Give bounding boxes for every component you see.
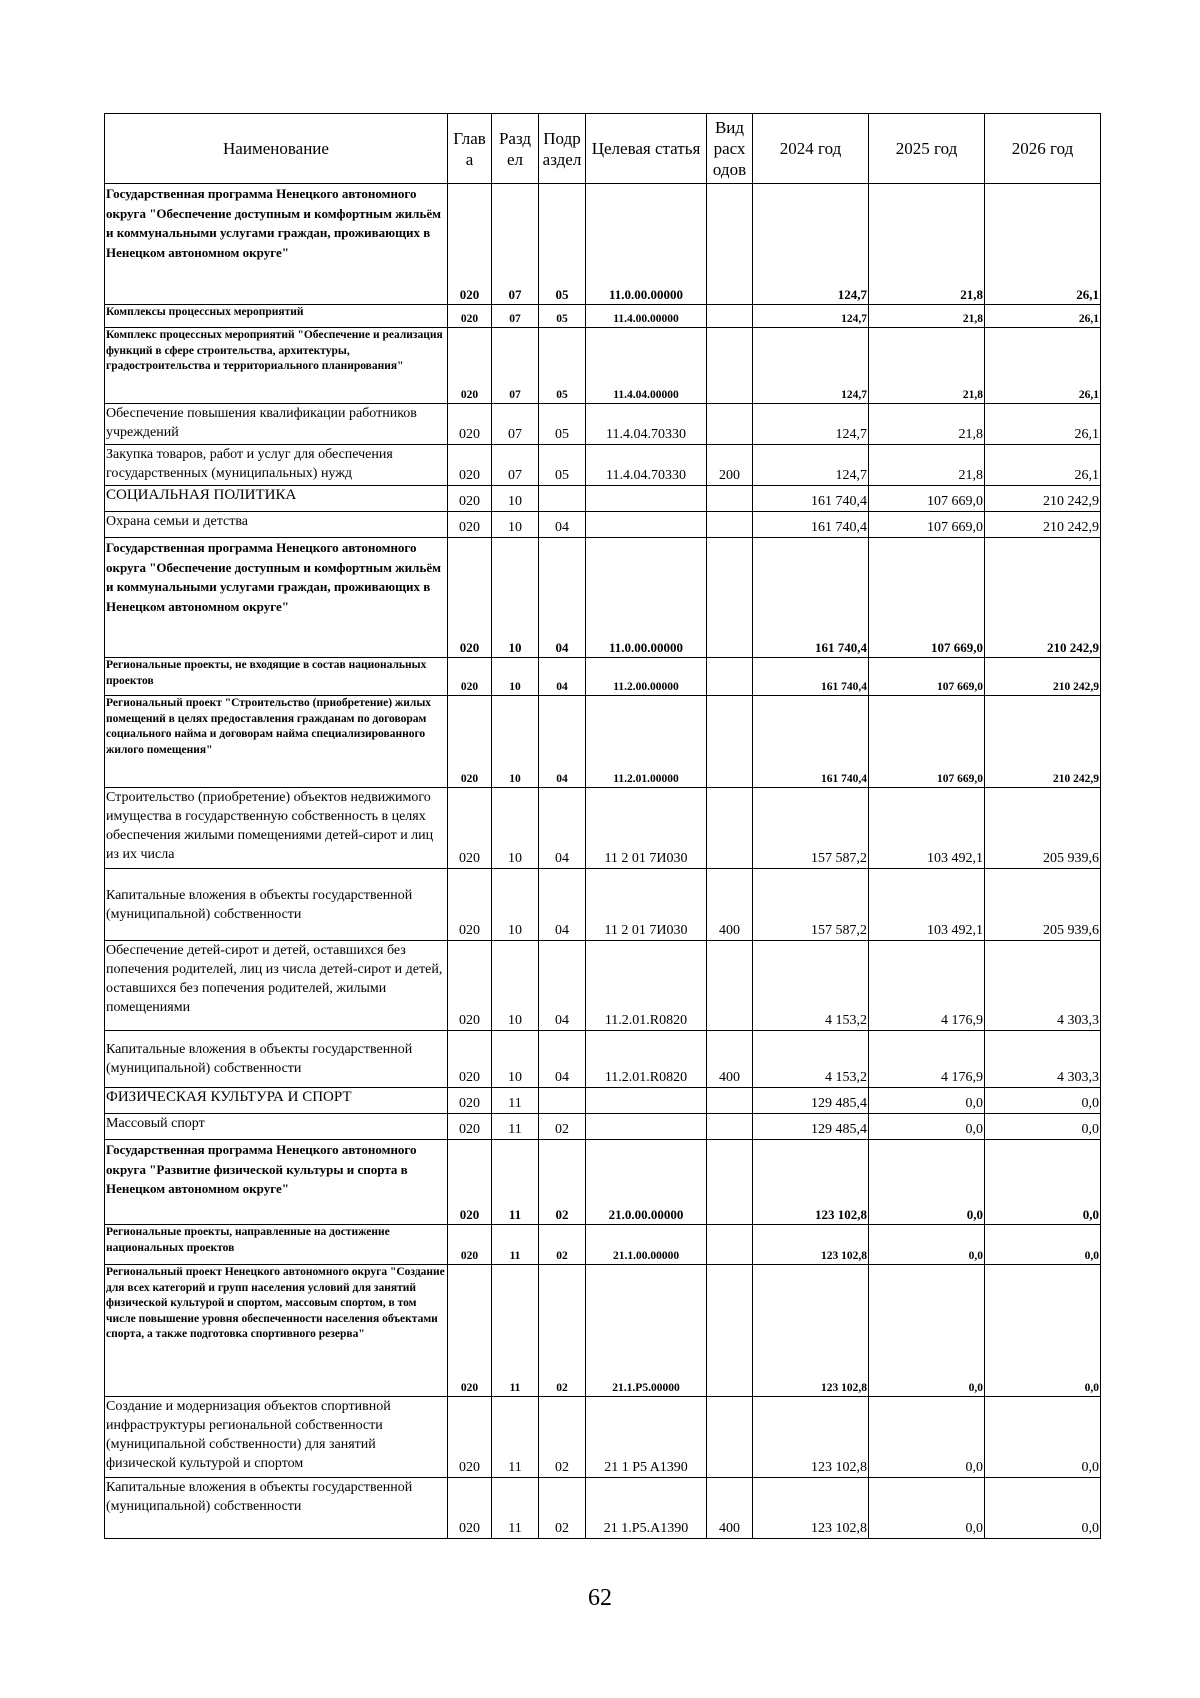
table-row <box>105 1225 1101 1265</box>
table-row <box>105 1088 1101 1114</box>
row-razdel: 11 <box>492 1265 539 1397</box>
row-vid <box>707 328 753 404</box>
row-name: Комплексы процессных мероприятий <box>105 305 448 328</box>
row-2024: 161 740,4 <box>753 696 869 788</box>
row-podrazdel: 02 <box>539 1114 586 1140</box>
row-target: 11.4.04.70330 <box>586 445 707 486</box>
row-target <box>586 486 707 512</box>
row-2024: 123 102,8 <box>753 1140 869 1225</box>
row-vid <box>707 486 753 512</box>
row-name: Региональный проект Ненецкого автономного округа "Создание для всех категорий и групп населения условий для занятий физической культурой и спортом, массовым спортом, в том числе повышение уровня обеспеченности населения объектами спорта, а также подготовка спортивного резерва" <box>105 1265 448 1397</box>
row-razdel: 07 <box>492 305 539 328</box>
row-2025: 4 176,9 <box>869 941 985 1031</box>
row-2026: 0,0 <box>985 1140 1101 1225</box>
row-2024: 161 740,4 <box>753 486 869 512</box>
row-razdel: 07 <box>492 404 539 445</box>
row-2024: 124,7 <box>753 305 869 328</box>
row-target: 11.0.00.00000 <box>586 538 707 658</box>
row-2026: 205 939,6 <box>985 788 1101 869</box>
row-name: Строительство (приобретение) объектов недвижимого имущества в государственную собственность в целях обеспечения жилыми помещениями детей-сирот и лиц из их числа <box>105 788 448 869</box>
row-2025: 0,0 <box>869 1478 985 1539</box>
row-target: 21.0.00.00000 <box>586 1140 707 1225</box>
table-row <box>105 1114 1101 1140</box>
table-row <box>105 1265 1101 1397</box>
row-2026: 26,1 <box>985 328 1101 404</box>
row-vid <box>707 1265 753 1397</box>
table-row <box>105 445 1101 486</box>
row-2026: 210 242,9 <box>985 538 1101 658</box>
row-glava: 020 <box>448 305 492 328</box>
row-2024: 129 485,4 <box>753 1088 869 1114</box>
row-glava: 020 <box>448 486 492 512</box>
table-row <box>105 788 1101 869</box>
row-2024: 161 740,4 <box>753 658 869 696</box>
header-vid: Вид расх одов <box>707 114 753 184</box>
row-2025: 21,8 <box>869 184 985 305</box>
row-2025: 21,8 <box>869 404 985 445</box>
row-vid <box>707 404 753 445</box>
row-target: 11.2.01.R0820 <box>586 1031 707 1088</box>
row-2026: 210 242,9 <box>985 658 1101 696</box>
row-glava: 020 <box>448 941 492 1031</box>
page-number: 62 <box>588 1585 612 1611</box>
table-row <box>105 1397 1101 1478</box>
row-razdel: 11 <box>492 1397 539 1478</box>
row-2024: 124,7 <box>753 445 869 486</box>
table-row <box>105 404 1101 445</box>
row-2026: 205 939,6 <box>985 869 1101 941</box>
row-vid <box>707 1397 753 1478</box>
row-podrazdel: 02 <box>539 1397 586 1478</box>
row-name: Обеспечение детей-сирот и детей, оставшихся без попечения родителей, лиц из числа детей-сирот и детей, оставшихся без попечения родителей, жилыми помещениями <box>105 941 448 1031</box>
row-name: Государственная программа Ненецкого автономного округа "Развитие физической культуры и спорта в Ненецком автономном округе" <box>105 1140 448 1225</box>
budget-table <box>104 113 1101 1539</box>
row-target: 21 1 P5 A1390 <box>586 1397 707 1478</box>
row-glava: 020 <box>448 869 492 941</box>
row-2026: 4 303,3 <box>985 941 1101 1031</box>
row-2026: 26,1 <box>985 305 1101 328</box>
row-target <box>586 512 707 538</box>
row-razdel: 07 <box>492 328 539 404</box>
row-podrazdel: 02 <box>539 1140 586 1225</box>
row-vid <box>707 941 753 1031</box>
row-2025: 103 492,1 <box>869 788 985 869</box>
row-name: Массовый спорт <box>105 1114 448 1140</box>
row-glava: 020 <box>448 788 492 869</box>
header-2024: 2024 год <box>753 114 869 184</box>
row-target: 11.2.00.00000 <box>586 658 707 696</box>
row-glava: 020 <box>448 658 492 696</box>
row-glava: 020 <box>448 1225 492 1265</box>
row-target <box>586 1114 707 1140</box>
row-2025: 0,0 <box>869 1140 985 1225</box>
row-vid <box>707 658 753 696</box>
row-2026: 210 242,9 <box>985 486 1101 512</box>
row-2025: 107 669,0 <box>869 512 985 538</box>
row-razdel: 10 <box>492 512 539 538</box>
row-podrazdel: 05 <box>539 404 586 445</box>
table-row <box>105 512 1101 538</box>
header-row <box>105 114 1101 184</box>
header-razdel: Разд ел <box>492 114 539 184</box>
header-name: Наименование <box>105 114 448 184</box>
header-2026: 2026 год <box>985 114 1101 184</box>
row-2024: 123 102,8 <box>753 1478 869 1539</box>
row-target: 21 1.P5.A1390 <box>586 1478 707 1539</box>
row-2026: 210 242,9 <box>985 512 1101 538</box>
row-2026: 26,1 <box>985 404 1101 445</box>
table-row <box>105 1031 1101 1088</box>
table-row <box>105 328 1101 404</box>
row-podrazdel: 04 <box>539 869 586 941</box>
row-razdel: 10 <box>492 486 539 512</box>
row-2025: 0,0 <box>869 1397 985 1478</box>
row-vid <box>707 512 753 538</box>
row-2024: 123 102,8 <box>753 1225 869 1265</box>
row-razdel: 11 <box>492 1140 539 1225</box>
row-glava: 020 <box>448 1397 492 1478</box>
row-2024: 157 587,2 <box>753 788 869 869</box>
row-podrazdel: 05 <box>539 445 586 486</box>
table-row <box>105 1478 1101 1539</box>
row-2026: 0,0 <box>985 1478 1101 1539</box>
row-vid: 400 <box>707 869 753 941</box>
row-2026: 0,0 <box>985 1114 1101 1140</box>
row-glava: 020 <box>448 445 492 486</box>
row-target: 11 2 01 7И030 <box>586 788 707 869</box>
row-target: 11 2 01 7И030 <box>586 869 707 941</box>
row-podrazdel <box>539 1088 586 1114</box>
row-2024: 157 587,2 <box>753 869 869 941</box>
row-name: Государственная программа Ненецкого автономного округа "Обеспечение доступным и комфортным жильём и коммунальными услугами граждан, проживающих в Ненецком автономном округе" <box>105 184 448 305</box>
row-glava: 020 <box>448 184 492 305</box>
row-razdel: 07 <box>492 445 539 486</box>
row-2025: 4 176,9 <box>869 1031 985 1088</box>
row-razdel: 10 <box>492 1031 539 1088</box>
row-2025: 107 669,0 <box>869 538 985 658</box>
row-vid <box>707 184 753 305</box>
row-2026: 4 303,3 <box>985 1031 1101 1088</box>
row-target: 21.1.00.00000 <box>586 1225 707 1265</box>
row-vid: 400 <box>707 1478 753 1539</box>
row-name: Капитальные вложения в объекты государственной (муниципальной) собственности <box>105 1031 448 1088</box>
header-target: Целевая статья <box>586 114 707 184</box>
row-name: Комплекс процессных мероприятий "Обеспечение и реализация функций в сфере строительства, архитектуры, градостроительства и территориального планирования" <box>105 328 448 404</box>
row-razdel: 11 <box>492 1225 539 1265</box>
row-podrazdel: 04 <box>539 941 586 1031</box>
row-razdel: 10 <box>492 658 539 696</box>
row-2026: 0,0 <box>985 1088 1101 1114</box>
row-vid <box>707 305 753 328</box>
row-glava: 020 <box>448 1088 492 1114</box>
row-2024: 4 153,2 <box>753 941 869 1031</box>
table-row <box>105 696 1101 788</box>
header-podrazdel: Подр аздел <box>539 114 586 184</box>
row-glava: 020 <box>448 1265 492 1397</box>
row-podrazdel: 04 <box>539 788 586 869</box>
table-row <box>105 941 1101 1031</box>
table-row <box>105 486 1101 512</box>
row-2025: 0,0 <box>869 1265 985 1397</box>
row-2026: 26,1 <box>985 445 1101 486</box>
row-2026: 0,0 <box>985 1265 1101 1397</box>
row-target: 11.4.00.00000 <box>586 305 707 328</box>
row-2024: 124,7 <box>753 184 869 305</box>
row-2024: 124,7 <box>753 404 869 445</box>
row-2026: 0,0 <box>985 1225 1101 1265</box>
row-glava: 020 <box>448 1031 492 1088</box>
row-2026: 26,1 <box>985 184 1101 305</box>
row-name: Региональный проект "Строительство (приобретение) жилых помещений в целях предоставления гражданам по договорам социального найма и договорам найма специализированного жилого помещения" <box>105 696 448 788</box>
row-glava: 020 <box>448 1478 492 1539</box>
row-razdel: 10 <box>492 538 539 658</box>
row-2024: 4 153,2 <box>753 1031 869 1088</box>
row-vid <box>707 696 753 788</box>
row-razdel: 11 <box>492 1478 539 1539</box>
row-vid <box>707 1225 753 1265</box>
row-name: Региональные проекты, направленные на достижение национальных проектов <box>105 1225 448 1265</box>
table-row <box>105 658 1101 696</box>
table-row <box>105 1140 1101 1225</box>
row-name: Обеспечение повышения квалификации работников учреждений <box>105 404 448 445</box>
row-2025: 107 669,0 <box>869 486 985 512</box>
row-2025: 0,0 <box>869 1225 985 1265</box>
row-podrazdel: 04 <box>539 1031 586 1088</box>
row-2024: 129 485,4 <box>753 1114 869 1140</box>
table-row <box>105 538 1101 658</box>
row-glava: 020 <box>448 328 492 404</box>
row-2025: 107 669,0 <box>869 696 985 788</box>
row-vid <box>707 538 753 658</box>
row-vid <box>707 1114 753 1140</box>
row-target <box>586 1088 707 1114</box>
row-razdel: 10 <box>492 941 539 1031</box>
row-razdel: 10 <box>492 696 539 788</box>
row-podrazdel: 04 <box>539 696 586 788</box>
row-2025: 21,8 <box>869 445 985 486</box>
table-row <box>105 305 1101 328</box>
row-2025: 21,8 <box>869 305 985 328</box>
row-2024: 123 102,8 <box>753 1265 869 1397</box>
row-name: Капитальные вложения в объекты государственной (муниципальной) собственности <box>105 869 448 941</box>
row-2025: 0,0 <box>869 1088 985 1114</box>
row-target: 11.4.04.70330 <box>586 404 707 445</box>
row-name: Охрана семьи и детства <box>105 512 448 538</box>
row-target: 11.2.01.00000 <box>586 696 707 788</box>
row-2026: 210 242,9 <box>985 696 1101 788</box>
row-2025: 103 492,1 <box>869 869 985 941</box>
row-podrazdel: 04 <box>539 658 586 696</box>
row-2025: 107 669,0 <box>869 658 985 696</box>
row-vid <box>707 788 753 869</box>
row-podrazdel: 05 <box>539 184 586 305</box>
row-vid <box>707 1088 753 1114</box>
header-2025: 2025 год <box>869 114 985 184</box>
row-2024: 161 740,4 <box>753 538 869 658</box>
row-vid: 400 <box>707 1031 753 1088</box>
row-2024: 123 102,8 <box>753 1397 869 1478</box>
row-razdel: 11 <box>492 1088 539 1114</box>
row-target: 21.1.P5.00000 <box>586 1265 707 1397</box>
row-name: Региональные проекты, не входящие в состав национальных проектов <box>105 658 448 696</box>
row-podrazdel: 05 <box>539 305 586 328</box>
row-podrazdel: 02 <box>539 1478 586 1539</box>
row-name: Создание и модернизация объектов спортивной инфраструктуры региональной собственности (муниципальной собственности) для занятий физической культурой и спортом <box>105 1397 448 1478</box>
row-glava: 020 <box>448 1140 492 1225</box>
row-2025: 21,8 <box>869 328 985 404</box>
row-name: Закупка товаров, работ и услуг для обеспечения государственных (муниципальных) нужд <box>105 445 448 486</box>
row-razdel: 10 <box>492 788 539 869</box>
row-target: 11.0.00.00000 <box>586 184 707 305</box>
row-target: 11.4.04.00000 <box>586 328 707 404</box>
row-razdel: 10 <box>492 869 539 941</box>
row-podrazdel: 05 <box>539 328 586 404</box>
row-glava: 020 <box>448 404 492 445</box>
table-row <box>105 184 1101 305</box>
row-name: СОЦИАЛЬНАЯ ПОЛИТИКА <box>105 486 448 512</box>
row-name: Государственная программа Ненецкого автономного округа "Обеспечение доступным и комфортным жильём и коммунальными услугами граждан, проживающих в Ненецком автономном округе" <box>105 538 448 658</box>
row-target: 11.2.01.R0820 <box>586 941 707 1031</box>
header-glava: Глав а <box>448 114 492 184</box>
row-glava: 020 <box>448 538 492 658</box>
row-podrazdel: 02 <box>539 1225 586 1265</box>
row-podrazdel <box>539 486 586 512</box>
row-razdel: 07 <box>492 184 539 305</box>
row-2024: 161 740,4 <box>753 512 869 538</box>
row-vid: 200 <box>707 445 753 486</box>
table-row <box>105 869 1101 941</box>
row-name: Капитальные вложения в объекты государственной (муниципальной) собственности <box>105 1478 448 1539</box>
row-podrazdel: 04 <box>539 512 586 538</box>
row-2026: 0,0 <box>985 1397 1101 1478</box>
row-vid <box>707 1140 753 1225</box>
row-2024: 124,7 <box>753 328 869 404</box>
row-name: ФИЗИЧЕСКАЯ КУЛЬТУРА И СПОРТ <box>105 1088 448 1114</box>
row-glava: 020 <box>448 1114 492 1140</box>
row-2025: 0,0 <box>869 1114 985 1140</box>
row-razdel: 11 <box>492 1114 539 1140</box>
row-glava: 020 <box>448 512 492 538</box>
row-podrazdel: 04 <box>539 538 586 658</box>
row-podrazdel: 02 <box>539 1265 586 1397</box>
row-glava: 020 <box>448 696 492 788</box>
